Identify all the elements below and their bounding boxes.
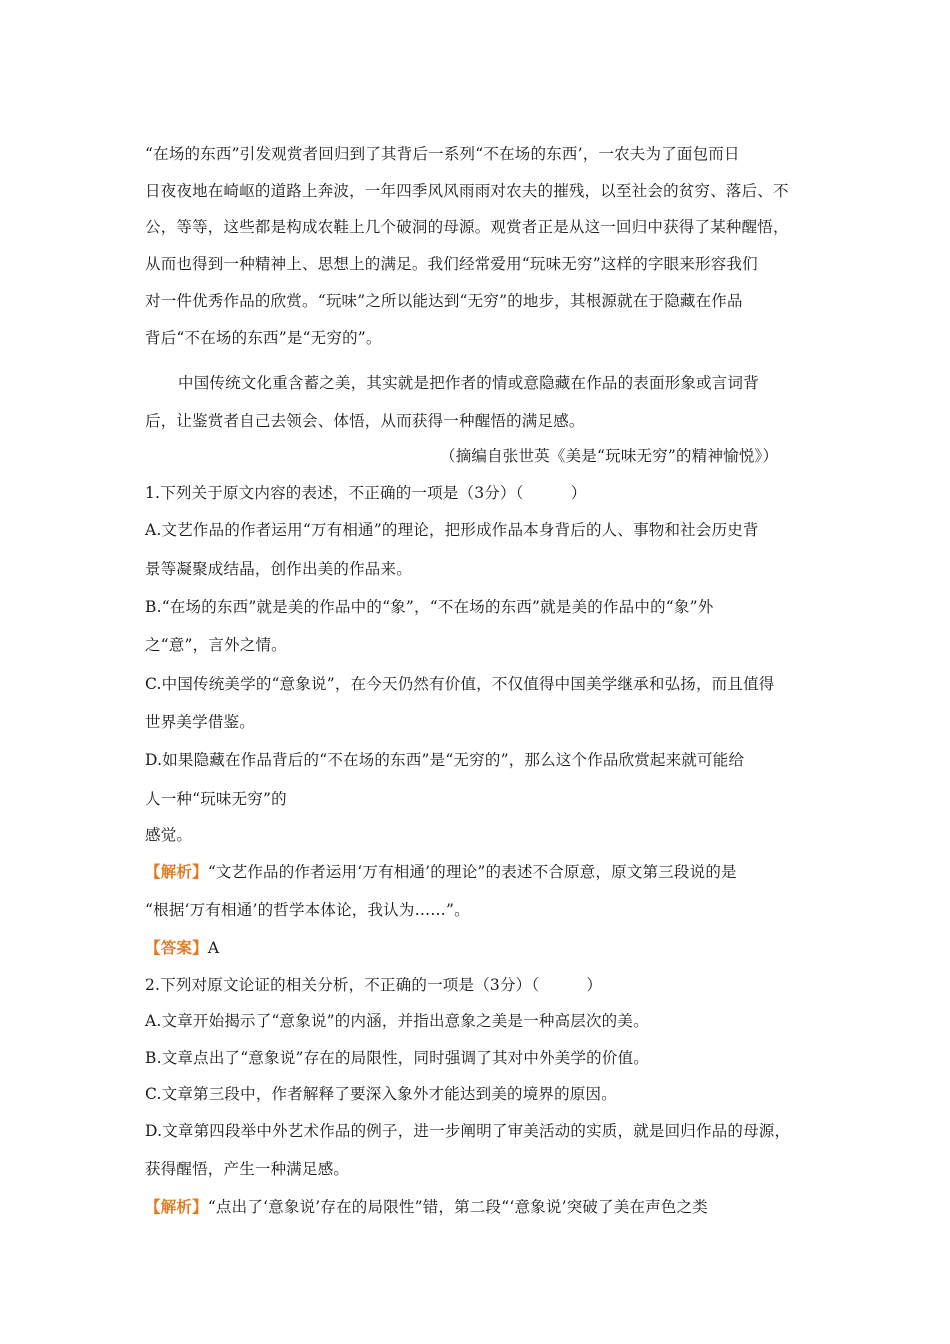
q2-option-d-cont: 获得醒悟，产生一种满足感。: [145, 1160, 350, 1178]
q2-option-a: A.文章开始揭示了“意象说”的内涵，并指出意象之美是一种高层次的美。: [145, 1012, 649, 1030]
q2-option-b: B.文章点出了“意象说”存在的局限性，同时强调了其对中外美学的价值。: [145, 1049, 649, 1067]
question-1-stem: 1.下列关于原文内容的表述，不正确的一项是（3分）（ ）: [145, 484, 587, 502]
passage-line: 对一件优秀作品的欣赏。“玩味”之所以能达到“无穷”的地步，其根源就在于隐藏在作品: [145, 292, 743, 310]
q1-option-d: D.如果隐藏在作品背后的“不在场的东西”是“无穷的”，那么这个作品欣赏起来就可能给: [145, 751, 745, 769]
passage-line: “在场的东西”引发观赏者回归到了其背后一系列“不在场的东西’，一农夫为了面包而日: [145, 145, 740, 163]
passage-line: 从而也得到一种精神上、思想上的满足。我们经常爱用“玩味无穷”这样的字眼来形容我们: [145, 255, 758, 273]
q1-answer: [145, 937, 825, 959]
passage-line: 日夜夜地在崎岖的道路上奔波，一年四季风风雨雨对农夫的摧残，以至社会的贫穷、落后、不: [145, 182, 789, 200]
q1-analysis-cont: “根据‘万有相通’的哲学本体论，我认为……”。: [145, 901, 470, 919]
analysis-text: “点出了‘意象说’存在的局限性”错，第二段“‘意象说’突破了美在声色之类: [207, 1198, 708, 1216]
q1-option-c: C.中国传统美学的“意象说”，在今天仍然有价值，不仅值得中国美学继承和弘扬，而且值得: [145, 675, 775, 693]
passage-line: 中国传统文化重含蓄之美，其实就是把作者的情或意隐藏在作品的表面形象或言词背: [178, 374, 759, 392]
q2-option-d: D.文章第四段举中外艺术作品的例子，进一步阐明了审美活动的实质，就是回归作品的母源，: [145, 1122, 791, 1140]
analysis-tag: 【解析】: [145, 862, 208, 881]
analysis-text: “文艺作品的作者运用‘万有相通’的理论”的表述不合原意，原文第三段说的是: [207, 863, 737, 881]
question-2-stem: 2.下列对原文论证的相关分析，不正确的一项是（3分）（ ）: [145, 976, 603, 994]
q1-option-a-cont: 景等凝聚成结晶，创作出美的作品来。: [145, 560, 412, 578]
q1-option-b-cont: 之“意”，言外之情。: [145, 636, 287, 654]
q1-option-d-cont2: 感觉。: [145, 826, 193, 844]
q1-analysis: [145, 861, 825, 883]
passage-line: 公，等等，这些都是构成农鞋上几个破洞的母源。观赏者正是从这一回归中获得了某种醒悟，: [145, 218, 789, 236]
q1-option-d-cont: 人一种“玩味无穷”的: [145, 790, 287, 808]
source-citation: （摘编自张世英《美是“玩味无穷”的精神愉悦》）: [440, 447, 779, 465]
answer-value: A: [207, 939, 220, 957]
answer-tag: 【答案】: [145, 938, 208, 957]
passage-line: 后，让鉴赏者自己去领会、体悟，从而获得一种醒悟的满足感。: [145, 412, 585, 430]
q1-option-c-cont: 世界美学借鉴。: [145, 713, 255, 731]
analysis-tag: 【解析】: [145, 1197, 208, 1216]
q1-option-a: A.文艺作品的作者运用“万有相通”的理论，把形成作品本身背后的人、事物和社会历史背: [145, 521, 759, 539]
q1-option-b: B.“在场的东西”就是美的作品中的“象”，“不在场的东西”就是美的作品中的“象”外: [145, 598, 714, 616]
passage-line: 背后“不在场的东西”是“无穷的”。: [145, 329, 382, 347]
q2-option-c: C.文章第三段中，作者解释了要深入象外才能达到美的境界的原因。: [145, 1085, 617, 1103]
q2-analysis: [145, 1196, 825, 1218]
